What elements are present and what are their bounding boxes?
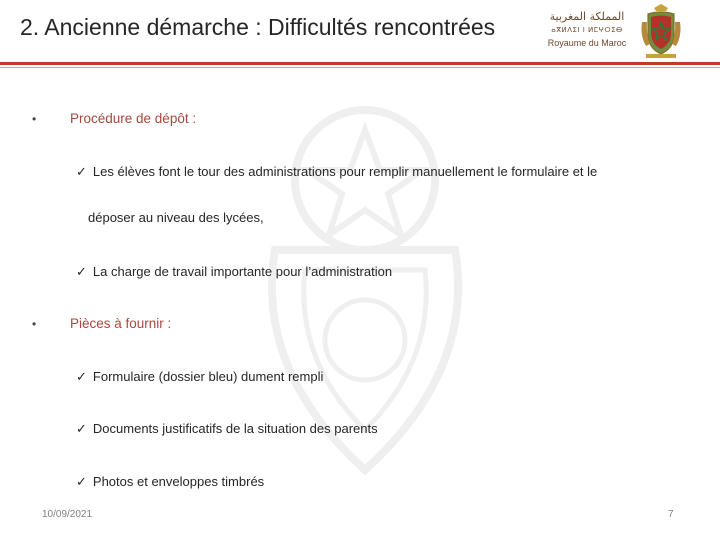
list-item-continuation: déposer au niveau des lycées, bbox=[88, 210, 264, 225]
coat-of-arms-icon bbox=[638, 2, 684, 60]
check-icon: ✓ bbox=[76, 421, 87, 436]
page-number: 7 bbox=[668, 509, 674, 520]
bullet-dot: • bbox=[32, 112, 37, 126]
list-item-text: La charge de travail importante pour l’administration bbox=[92, 264, 393, 279]
check-icon: ✓ bbox=[76, 369, 87, 384]
list-item bbox=[76, 369, 323, 385]
header-rule bbox=[0, 62, 720, 65]
list-item bbox=[76, 421, 378, 437]
section-heading-depot: Procédure de dépôt : bbox=[70, 111, 197, 126]
kingdom-logo bbox=[538, 10, 636, 56]
list-item bbox=[76, 164, 597, 180]
logo-arabic-text: المملكة المغربية bbox=[549, 10, 625, 23]
list-item bbox=[76, 474, 264, 490]
check-icon: ✓ bbox=[76, 264, 87, 279]
list-item-text: Formulaire (dossier bleu) dument rempli bbox=[92, 369, 324, 384]
footer-date: 10/09/2021 bbox=[42, 509, 93, 520]
list-item bbox=[76, 264, 392, 280]
bullet-dot: • bbox=[32, 317, 37, 331]
slide-title: 2. Ancienne démarche : Difficultés rencontrées bbox=[20, 14, 496, 40]
logo-latin-text: Royaume du Maroc bbox=[547, 38, 627, 48]
list-item-text: Documents justificatifs de la situation des parents bbox=[92, 421, 378, 436]
list-item-text: Les élèves font le tour des administrations pour remplir manuellement le formulaire et le bbox=[92, 164, 598, 179]
list-item-text: Photos et enveloppes timbrés bbox=[92, 474, 265, 489]
check-icon: ✓ bbox=[76, 474, 87, 489]
section-heading-pieces: Pièces à fournir : bbox=[70, 316, 172, 331]
logo-tifinagh-text: ⴰⴳⵍⴷⵉⵏ ⵏ ⵍⵎⵖⵔⵉⴱ bbox=[551, 26, 623, 34]
header-rule-thin bbox=[0, 67, 720, 68]
check-icon: ✓ bbox=[76, 164, 87, 179]
